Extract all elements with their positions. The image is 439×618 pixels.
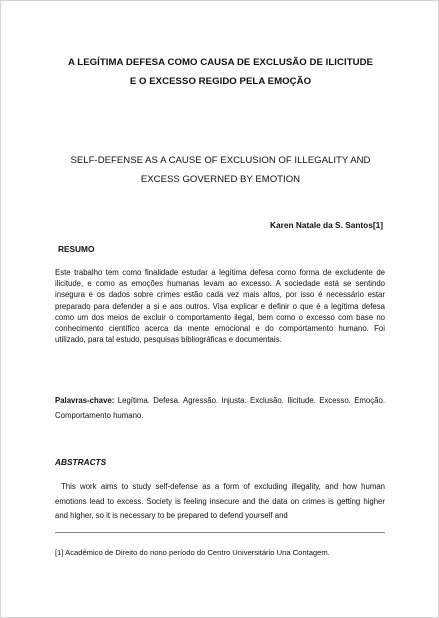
- footnote: [1] Acadêmico de Direito do nono período do Centro Universitário Una Contagem.: [55, 548, 330, 557]
- title-en-line-1: SELF-DEFENSE AS A CAUSE OF EXCLUSION OF ILLEGALITY AND: [70, 155, 371, 166]
- keywords-label: Palavras-chave:: [55, 396, 115, 405]
- title-english: [41, 151, 400, 189]
- abstract-paragraph: This work aims to study self-defense as a form of excluding illegality, and how human emotions lead to excess. Society is feeling insecure and the data on crimes is getting higher and higher, so it is necessary to be prepared to defend yourself and: [55, 482, 385, 520]
- author-name: Karen Natale da S. Santos[1]: [270, 220, 383, 230]
- title-portuguese: [41, 53, 400, 91]
- resumo-heading: RESUMO: [58, 244, 95, 254]
- keywords-paragraph: [55, 393, 385, 423]
- title-en-line-2: EXCESS GOVERNED BY EMOTION: [140, 174, 301, 185]
- footnote-separator: [55, 532, 385, 533]
- title-pt-line-1: A LEGÍTIMA DEFESA COMO CAUSA DE EXCLUSÃO DE ILICITUDE: [67, 57, 374, 68]
- resumo-paragraph: Este trabalho tem como finalidade estudar a legítima defesa como forma de excludente de ilicitude, e como as emoções humanas levam ao excesso. A sociedade está se sentindo insegura e os dados sobre crimes estão cada vez mais altos, por isso é necessário estar preparado para defender a si e aos outros. Visa explicar e definir o que é a legítima defesa como um dos meios de excluir o comportamento ilegal, bem como o excesso com base no conhecimento científico acerca da mente emocional e do comportamento humano. Foi utilizado, para tal estudo, pesquisas bibliográficas e documentais.: [55, 268, 385, 345]
- title-pt-line-2: E O EXCESSO REGIDO PELA EMOÇÃO: [129, 76, 312, 87]
- abstracts-heading: ABSTRACTS: [55, 457, 107, 467]
- keywords-text: Legítima. Defesa. Agressão. Injusta. Exclusão. Ilicitude. Excesso. Emoção. Comportamento humano.: [55, 396, 385, 420]
